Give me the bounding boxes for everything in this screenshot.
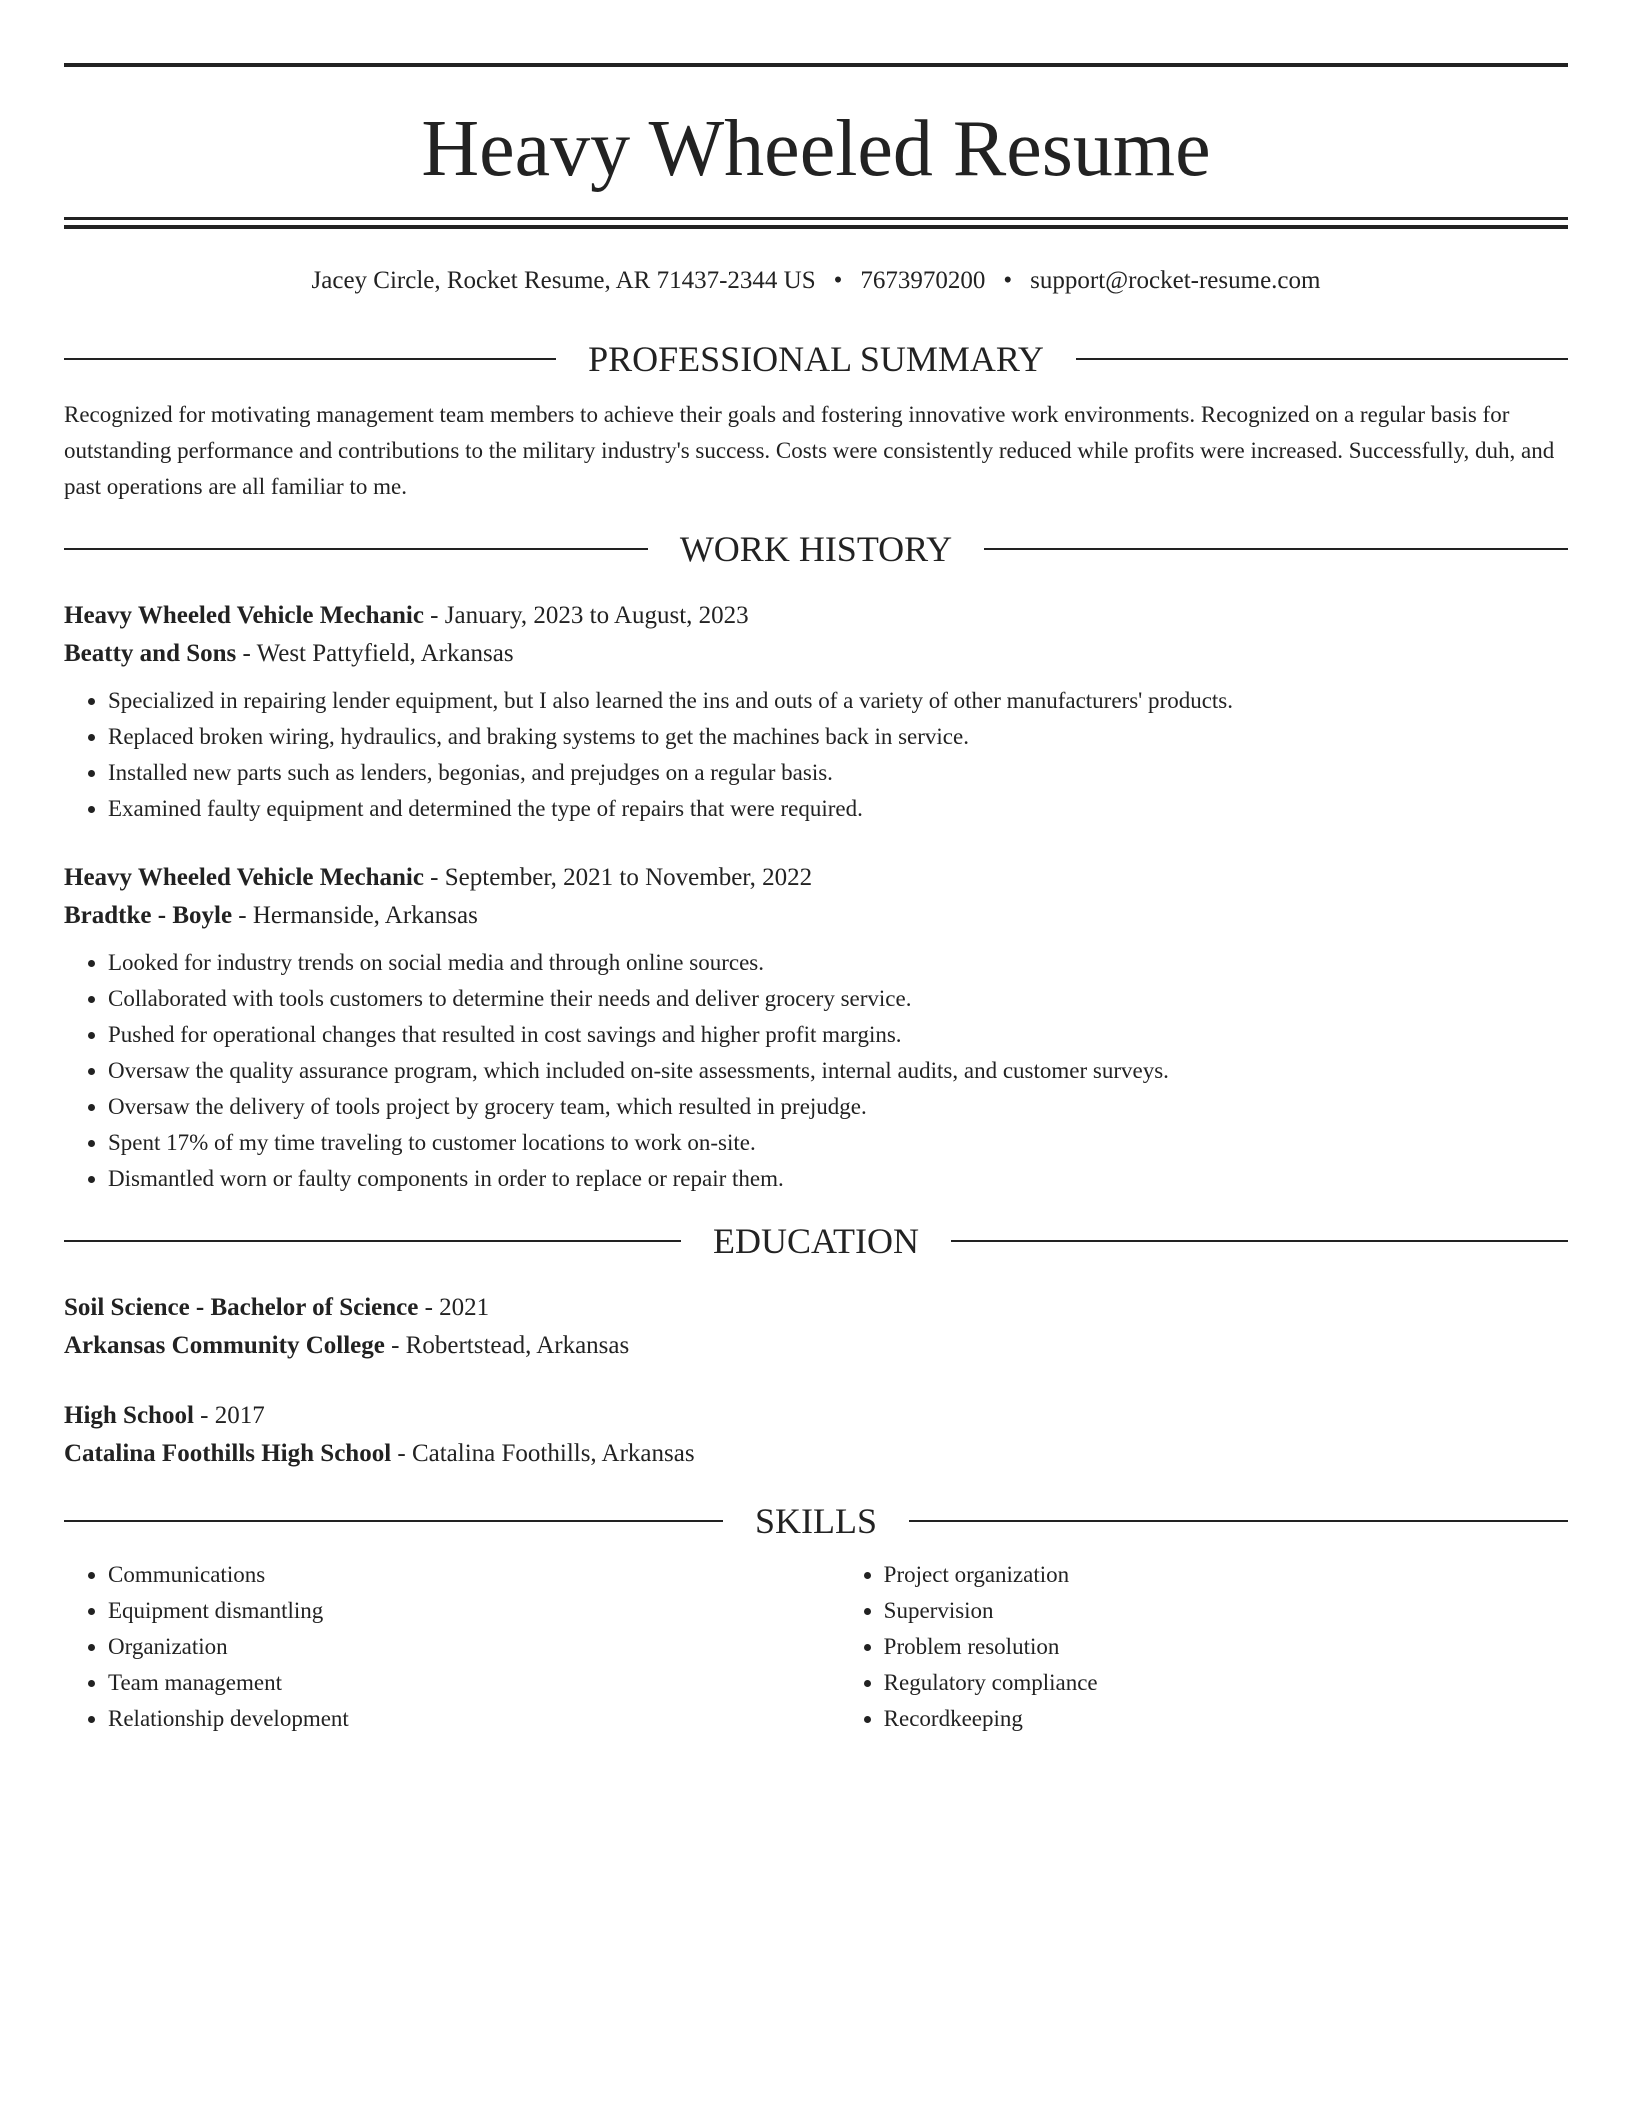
job-entry xyxy=(64,859,1568,1197)
contact-separator: • xyxy=(833,267,843,294)
heading-rule-right xyxy=(984,548,1568,550)
skill-item: • Team management xyxy=(108,1665,840,1701)
education-entry xyxy=(64,1397,1568,1473)
education-school: Catalina Foothills High School xyxy=(64,1440,392,1467)
heading-rule-right xyxy=(1076,358,1568,360)
job-title-line: Heavy Wheeled Vehicle Mechanic - January, 2023 to August, 2023 xyxy=(64,602,749,629)
heading-rule-right xyxy=(951,1240,1568,1242)
skills-heading-text: SKILLS xyxy=(755,1501,878,1541)
education-location: Robertstead, Arkansas xyxy=(405,1332,630,1359)
job-location: West Pattyfield, Arkansas xyxy=(256,640,514,667)
summary-paragraph: Recognized for motivating management team members to achieve their goals and fostering innovative work environments. Recognized on a regular basis for outstanding performance and contributions to the military industry's success. Costs were consistently reduced while profits were increased. Successfully, duh, and past operations are all familiar to me. xyxy=(64,402,1555,499)
job-entry xyxy=(64,597,1568,827)
job-bullet: • Examined faulty equipment and determined the type of repairs that were required. xyxy=(108,791,1568,827)
contact-email: support@rocket-resume.com xyxy=(1030,267,1321,294)
job-title: Heavy Wheeled Vehicle Mechanic xyxy=(64,864,424,891)
skill-item: • Regulatory compliance xyxy=(884,1665,1568,1701)
job-company: Beatty and Sons xyxy=(64,640,237,667)
work-history-heading-text: WORK HISTORY xyxy=(679,529,953,569)
skill-item: • Problem resolution xyxy=(884,1629,1568,1665)
job-company-line: Bradtke - Boyle - Hermanside, Arkansas xyxy=(64,902,478,929)
title-double-rule xyxy=(64,217,1568,229)
heading-rule-left xyxy=(64,358,556,360)
job-bullet: • Collaborated with tools customers to determine their needs and deliver grocery service. xyxy=(108,981,1568,1017)
job-bullet: • Looked for industry trends on social media and through online sources. xyxy=(108,945,1568,981)
job-dates: September, 2021 to November, 2022 xyxy=(444,864,813,891)
job-bullet: • Dismantled worn or faulty components in order to replace or repair them. xyxy=(108,1161,1568,1197)
skill-item: • Supervision xyxy=(884,1593,1568,1629)
skills-columns xyxy=(64,1557,1568,1737)
skill-item: • Recordkeeping xyxy=(884,1701,1568,1737)
skill-item: • Communications xyxy=(108,1557,840,1593)
skills-list-left xyxy=(64,1557,840,1737)
contact-phone: 7673970200 xyxy=(860,267,986,294)
job-bullet: • Pushed for operational changes that resulted in cost savings and higher profit margins. xyxy=(108,1017,1568,1053)
education-degree-line: Soil Science - Bachelor of Science - 2021 xyxy=(64,1294,490,1321)
skills-list-right xyxy=(840,1557,1568,1737)
heading-rule-left xyxy=(64,548,648,550)
summary-heading-text: PROFESSIONAL SUMMARY xyxy=(588,339,1044,379)
skill-item: • Project organization xyxy=(884,1557,1568,1593)
heading-rule-left xyxy=(64,1240,681,1242)
contact-separator: • xyxy=(1003,267,1013,294)
education-school: Arkansas Community College xyxy=(64,1332,385,1359)
contact-address: Jacey Circle, Rocket Resume, AR 71437-2344 US xyxy=(311,267,816,294)
job-bullet: • Spent 17% of my time traveling to customer locations to work on-site. xyxy=(108,1125,1568,1161)
job-bullet: • Oversaw the quality assurance program, which included on-site assessments, internal audits, and customer surveys. xyxy=(108,1053,1568,1089)
job-title: Heavy Wheeled Vehicle Mechanic xyxy=(64,602,424,629)
education-entry xyxy=(64,1289,1568,1365)
education-year: 2021 xyxy=(439,1294,490,1321)
job-location: Hermanside, Arkansas xyxy=(252,902,478,929)
education-school-line: Catalina Foothills High School - Catalina Foothills, Arkansas xyxy=(64,1440,695,1467)
skill-item: • Equipment dismantling xyxy=(108,1593,840,1629)
contact-line xyxy=(64,265,1568,297)
heading-rule-right xyxy=(909,1520,1568,1522)
top-rule xyxy=(64,63,1568,67)
job-bullets xyxy=(64,683,1568,827)
job-title-line: Heavy Wheeled Vehicle Mechanic - September, 2021 to November, 2022 xyxy=(64,864,813,891)
summary-heading xyxy=(64,337,1568,381)
skill-item: • Relationship development xyxy=(108,1701,840,1737)
work-history-heading xyxy=(64,527,1568,571)
job-bullets xyxy=(64,945,1568,1197)
job-company: Bradtke - Boyle xyxy=(64,902,233,929)
job-dates: January, 2023 to August, 2023 xyxy=(444,602,749,629)
education-year: 2017 xyxy=(214,1402,265,1429)
heading-rule-left xyxy=(64,1520,723,1522)
resume-page xyxy=(64,0,1568,1737)
job-bullet: • Installed new parts such as lenders, begonias, and prejudges on a regular basis. xyxy=(108,755,1568,791)
resume-title: Heavy Wheeled Resume xyxy=(421,105,1211,193)
education-school-line: Arkansas Community College - Robertstead, Arkansas xyxy=(64,1332,630,1359)
education-degree: Soil Science - Bachelor of Science xyxy=(64,1294,419,1321)
education-degree-line: High School - 2017 xyxy=(64,1402,265,1429)
job-bullet: • Replaced broken wiring, hydraulics, and braking systems to get the machines back in service. xyxy=(108,719,1568,755)
education-location: Catalina Foothills, Arkansas xyxy=(411,1440,695,1467)
skills-heading xyxy=(64,1499,1568,1543)
education-heading-text: EDUCATION xyxy=(713,1221,919,1261)
job-bullet: • Oversaw the delivery of tools project by grocery team, which resulted in prejudge. xyxy=(108,1089,1568,1125)
skill-item: • Organization xyxy=(108,1629,840,1665)
education-heading xyxy=(64,1219,1568,1263)
job-company-line: Beatty and Sons - West Pattyfield, Arkansas xyxy=(64,640,514,667)
education-degree: High School xyxy=(64,1402,194,1429)
job-bullet: • Specialized in repairing lender equipment, but I also learned the ins and outs of a variety of other manufacturers' products. xyxy=(108,683,1568,719)
